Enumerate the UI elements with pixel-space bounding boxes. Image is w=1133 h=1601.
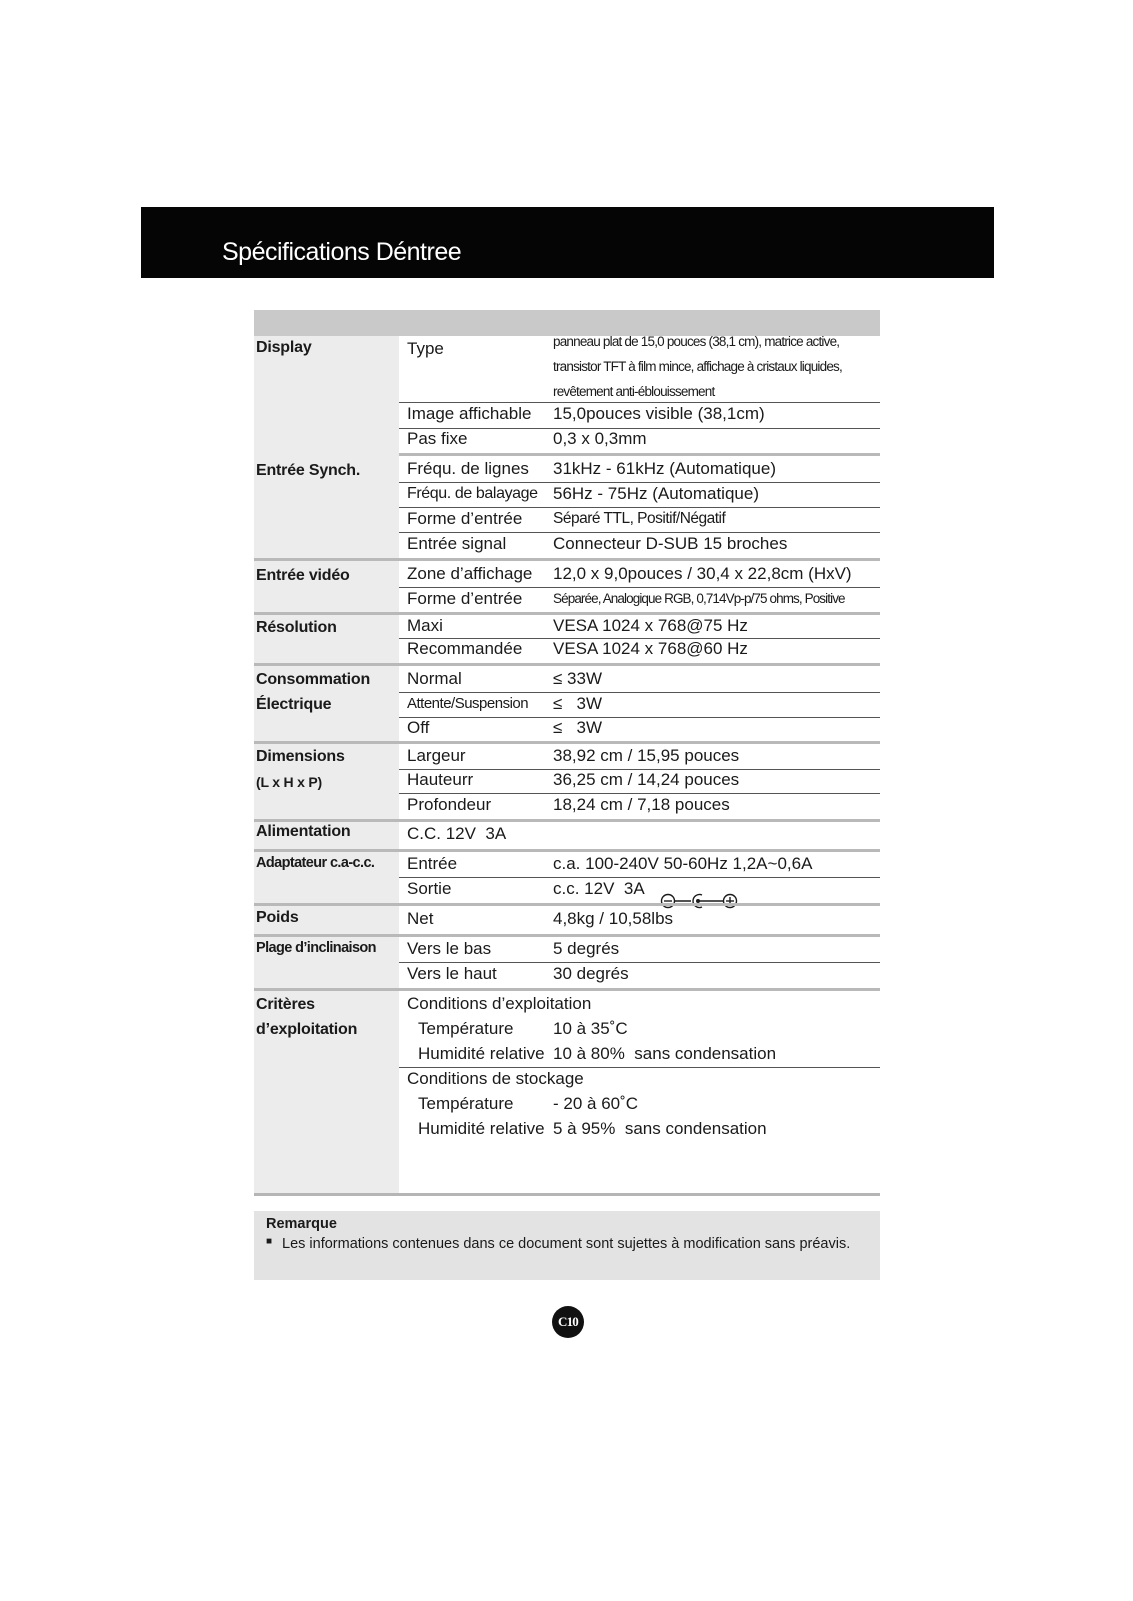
page-number-badge: C10 — [552, 1306, 584, 1338]
category-ac-dc-adapter: Adaptateur c.a-c.c. — [256, 855, 375, 871]
header-bar — [141, 207, 994, 278]
note-bullet-icon: ■ — [266, 1236, 273, 1247]
power-standby-label: Attente/Suspension — [407, 695, 529, 712]
power-normal-label: Normal — [407, 669, 462, 688]
height-value: 36,25 cm / 14,24 pouces — [553, 770, 740, 789]
tilt-up-label: Vers le haut — [407, 964, 497, 983]
recommended-resolution-label: Recommandée — [407, 639, 523, 658]
group-divider — [399, 453, 880, 456]
net-weight-label: Net — [407, 909, 434, 928]
hfreq-value: 31kHz - 61kHz (Automatique) — [553, 459, 776, 478]
storage-humidity-label: Humidité relative — [418, 1119, 545, 1138]
category-power-supply: Alimentation — [256, 823, 351, 840]
row-divider — [399, 692, 880, 693]
row-divider — [399, 717, 880, 718]
tilt-up-value: 30 degrés — [553, 964, 629, 983]
row-divider — [399, 532, 880, 533]
power-supply-value: C.C. 12V 3A — [407, 824, 507, 843]
operating-temperature-value: 10 à 35˚C — [553, 1019, 628, 1038]
category-dimensions: Dimensions — [256, 748, 345, 765]
spec-table — [254, 310, 880, 1196]
display-area-value: 12,0 x 9,0pouces / 30,4 x 22,8cm (HxV) — [553, 564, 852, 583]
page-title: Spécifications Déntree — [222, 238, 462, 266]
category-environment-line2: d’exploitation — [256, 1021, 358, 1038]
power-off-label: Off — [407, 718, 430, 737]
storage-temperature-label: Température — [418, 1094, 514, 1113]
row-divider — [399, 793, 880, 794]
width-label: Largeur — [407, 746, 466, 765]
storage-conditions-heading: Conditions de stockage — [407, 1069, 584, 1088]
depth-label: Profondeur — [407, 795, 492, 814]
category-tilt-range: Plage d’inclinaison — [256, 940, 376, 956]
pixel-pitch-value: 0,3 x 0,3mm — [553, 429, 647, 448]
row-divider — [399, 507, 880, 508]
category-power-consumption: Consommation — [256, 671, 371, 688]
tilt-down-value: 5 degrés — [553, 939, 620, 958]
image-size-label: Image affichable — [407, 404, 532, 423]
row-divider — [399, 962, 880, 963]
category-display: Display — [256, 339, 312, 356]
row-divider — [399, 1067, 880, 1068]
type-value: panneau plat de 15,0 pouces (38,1 cm), matrice active, transistor TFT à film mince, affichage à cristaux liquides, revêtement anti-éblouissement — [553, 334, 842, 399]
group-divider — [254, 849, 880, 852]
height-label: Hauteurr — [407, 770, 474, 789]
max-resolution-label: Maxi — [407, 616, 443, 635]
group-divider — [254, 612, 880, 615]
power-off-value: ≤ 3W — [553, 718, 602, 737]
operating-temperature-label: Température — [418, 1019, 514, 1038]
recommended-resolution-value: VESA 1024 x 768@60 Hz — [553, 639, 748, 658]
group-divider — [254, 663, 880, 666]
group-divider — [254, 903, 880, 906]
power-standby-value: ≤ 3W — [553, 694, 602, 713]
width-value: 38,92 cm / 15,95 pouces — [553, 746, 740, 765]
group-divider — [254, 558, 880, 561]
net-weight-value: 4,8kg / 10,58lbs — [553, 909, 674, 928]
sync-form-label: Forme d’entrée — [407, 509, 523, 528]
note-box — [254, 1211, 880, 1280]
note-title: Remarque — [266, 1216, 337, 1232]
depth-value: 18,24 cm / 7,18 pouces — [553, 795, 730, 814]
tilt-down-label: Vers le bas — [407, 939, 492, 958]
dimensions-subtitle: (L x H x P) — [256, 774, 323, 790]
note-text: Les informations contenues dans ce document sont sujettes à modification sans préavis. — [282, 1236, 851, 1252]
display-area-label: Zone d’affichage — [407, 564, 533, 583]
group-divider — [254, 934, 880, 937]
row-divider — [399, 587, 880, 588]
storage-humidity-value: 5 à 95% sans condensation — [553, 1119, 767, 1138]
group-divider — [254, 741, 880, 744]
adapter-output-label: Sortie — [407, 879, 452, 898]
operating-humidity-label: Humidité relative — [418, 1044, 545, 1063]
category-resolution: Résolution — [256, 619, 337, 636]
group-divider — [254, 988, 880, 991]
operating-conditions-heading: Conditions d’exploitation — [407, 994, 592, 1013]
vfreq-label: Fréqu. de balayage — [407, 485, 538, 502]
image-size-value: 15,0pouces visible (38,1cm) — [553, 404, 765, 423]
max-resolution-value: VESA 1024 x 768@75 Hz — [553, 616, 748, 635]
category-power-consumption-line2: Électrique — [256, 696, 332, 713]
table-bottom-rule — [254, 1193, 880, 1196]
category-sync-input: Entrée Synch. — [256, 462, 361, 479]
pixel-pitch-label: Pas fixe — [407, 429, 468, 448]
type-label: Type — [407, 339, 444, 358]
power-normal-value: ≤ 33W — [553, 669, 603, 688]
operating-humidity-value: 10 à 80% sans condensation — [553, 1044, 777, 1063]
hfreq-label: Fréqu. de lignes — [407, 459, 529, 478]
vfreq-value: 56Hz - 75Hz (Automatique) — [553, 484, 759, 503]
video-form-label: Forme d’entrée — [407, 589, 523, 608]
adapter-output-value: c.c. 12V 3A — [553, 879, 645, 898]
signal-input-value: Connecteur D-SUB 15 broches — [553, 534, 788, 553]
category-video-input: Entrée vidéo — [256, 567, 350, 584]
dc-polarity-icon — [660, 893, 738, 909]
group-divider — [254, 819, 880, 822]
adapter-input-label: Entrée — [407, 854, 458, 873]
row-divider — [399, 877, 880, 878]
video-form-value: Séparée, Analogique RGB, 0,714Vp-p/75 ohms, Positive — [553, 591, 845, 606]
category-weight: Poids — [256, 909, 299, 926]
adapter-input-value: c.a. 100-240V 50-60Hz 1,2A~0,6A — [553, 854, 813, 873]
sync-form-value: Séparé TTL, Positif/Négatif — [553, 510, 726, 527]
storage-temperature-value: - 20 à 60˚C — [553, 1094, 639, 1113]
signal-input-label: Entrée signal — [407, 534, 507, 553]
row-divider — [399, 402, 880, 403]
row-divider — [399, 482, 880, 483]
category-environment: Critères — [256, 996, 315, 1013]
